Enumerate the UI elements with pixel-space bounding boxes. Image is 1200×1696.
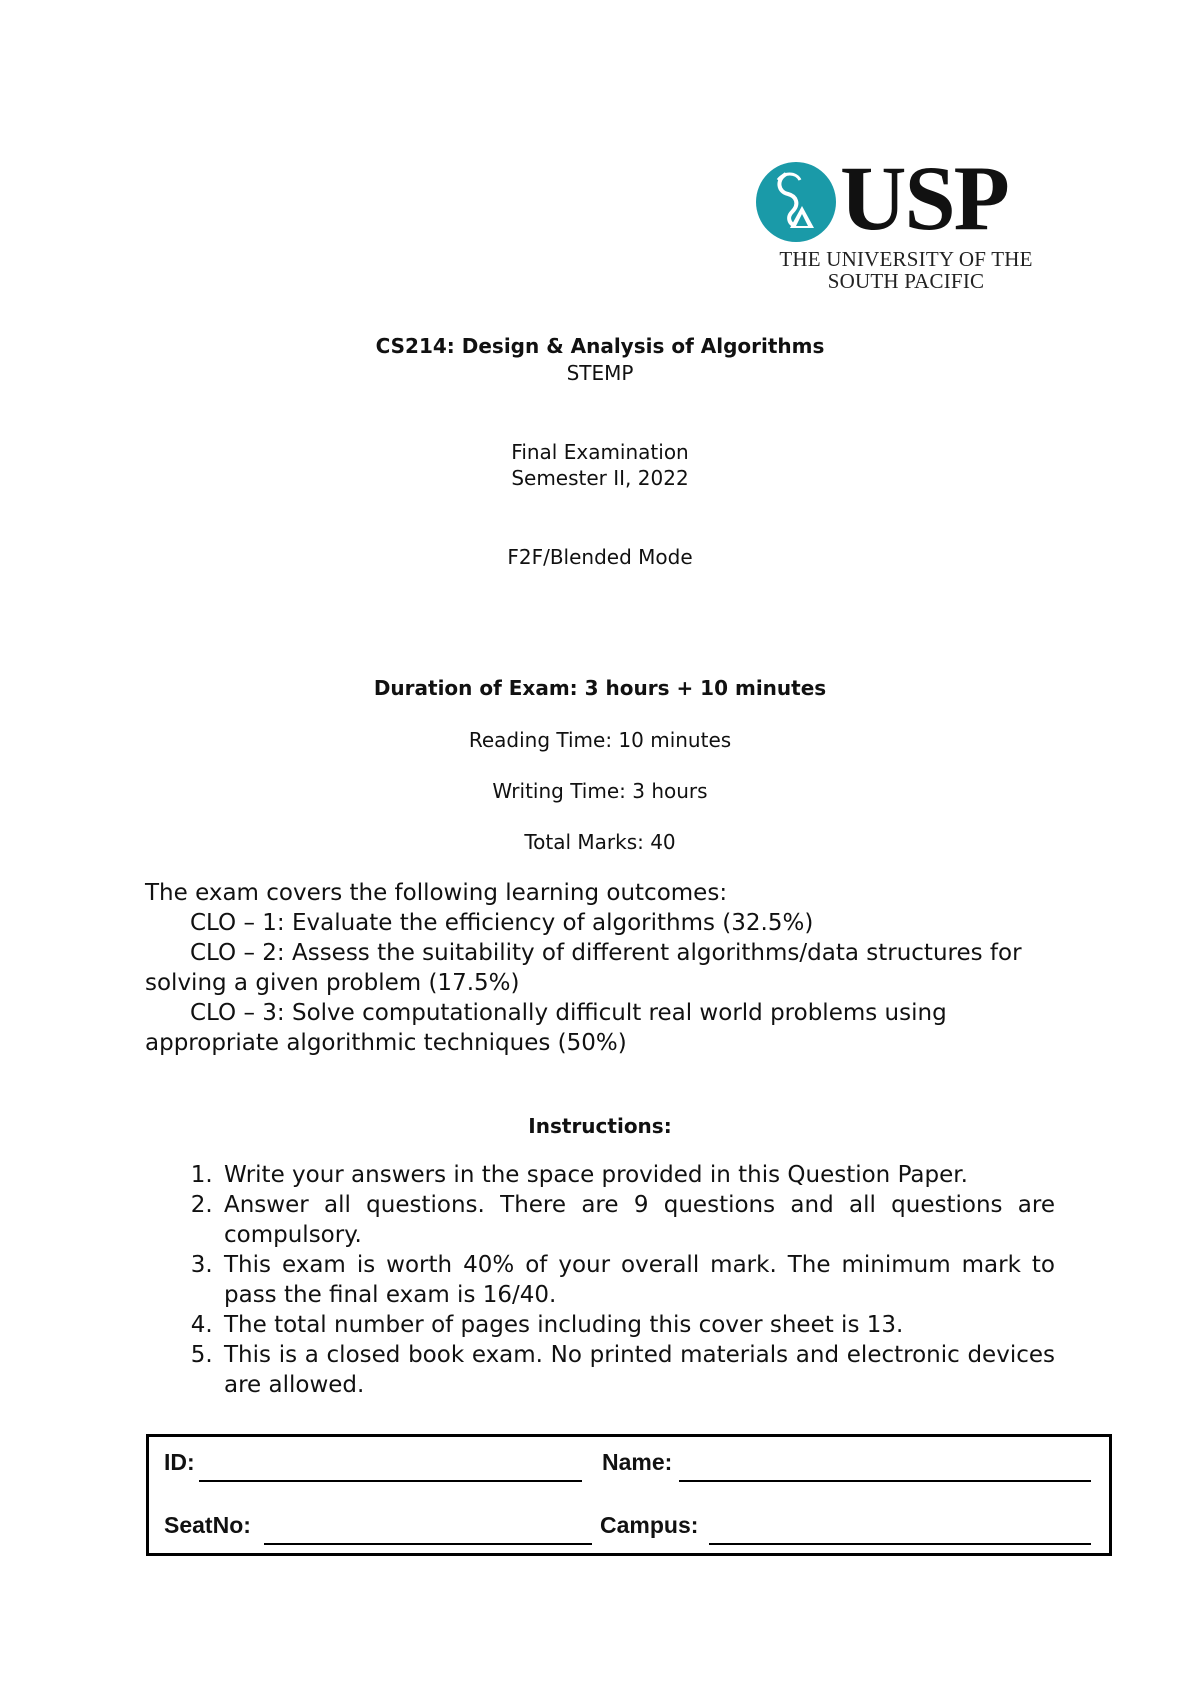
outcomes-intro: The exam covers the following learning outcomes: — [145, 880, 728, 906]
total-marks: Total Marks: 40 — [524, 830, 676, 854]
exam-duration: Duration of Exam: 3 hours + 10 minutes — [373, 676, 827, 700]
clo-1: CLO – 1: Evaluate the efficiency of algorithms (32.5%) — [190, 910, 814, 936]
writing-time: Writing Time: 3 hours — [492, 779, 708, 803]
instruction-item: 1. Write your answers in the space provided in this Question Paper. — [220, 1160, 1055, 1190]
course-faculty: STEMP — [566, 361, 634, 385]
instruction-item: 4. The total number of pages including this cover sheet is 13. — [220, 1310, 1055, 1340]
clo-2-line2: solving a given problem (17.5%) — [145, 970, 520, 996]
instruction-item: 2. Answer all questions. There are 9 questions and all questions are compulsory. — [220, 1190, 1055, 1250]
clo-3-line1: CLO – 3: Solve computationally difficult real world problems using — [190, 1000, 947, 1026]
logo-name-line1: THE UNIVERSITY OF THE — [779, 247, 1033, 271]
usp-logo — [756, 147, 1056, 295]
instruction-item: 5. This is a closed book exam. No printed materials and electronic devices are allowed. — [220, 1340, 1055, 1400]
seatno-label: SeatNo: — [164, 1512, 251, 1538]
seatno-field[interactable] — [264, 1513, 592, 1545]
campus-field[interactable] — [709, 1513, 1091, 1545]
student-details-box — [146, 1434, 1112, 1556]
name-field[interactable] — [679, 1450, 1091, 1482]
campus-label: Campus: — [600, 1512, 699, 1538]
name-label: Name: — [602, 1449, 673, 1475]
course-title: CS214: Design & Analysis of Algorithms — [375, 334, 825, 358]
id-field[interactable] — [199, 1450, 582, 1482]
exam-mode: F2F/Blended Mode — [507, 545, 693, 569]
clo-2-line1: CLO – 2: Assess the suitability of different algorithms/data structures for — [190, 940, 1022, 966]
instructions-heading: Instructions: — [528, 1114, 672, 1138]
clo-3-line2: appropriate algorithmic techniques (50%) — [145, 1030, 627, 1056]
reading-time: Reading Time: 10 minutes — [468, 728, 732, 752]
instruction-item: 3. This exam is worth 40% of your overall mark. The minimum mark to pass the final exam is 16/40. — [220, 1250, 1055, 1310]
instructions-list — [175, 1160, 1055, 1400]
exam-semester: Semester II, 2022 — [511, 466, 689, 490]
learning-outcomes — [145, 878, 1045, 1058]
logo-name-line2: SOUTH PACIFIC — [827, 269, 985, 293]
exam-type: Final Examination — [511, 440, 689, 464]
logo-mark: USP — [840, 147, 1008, 249]
id-label: ID: — [164, 1449, 195, 1475]
